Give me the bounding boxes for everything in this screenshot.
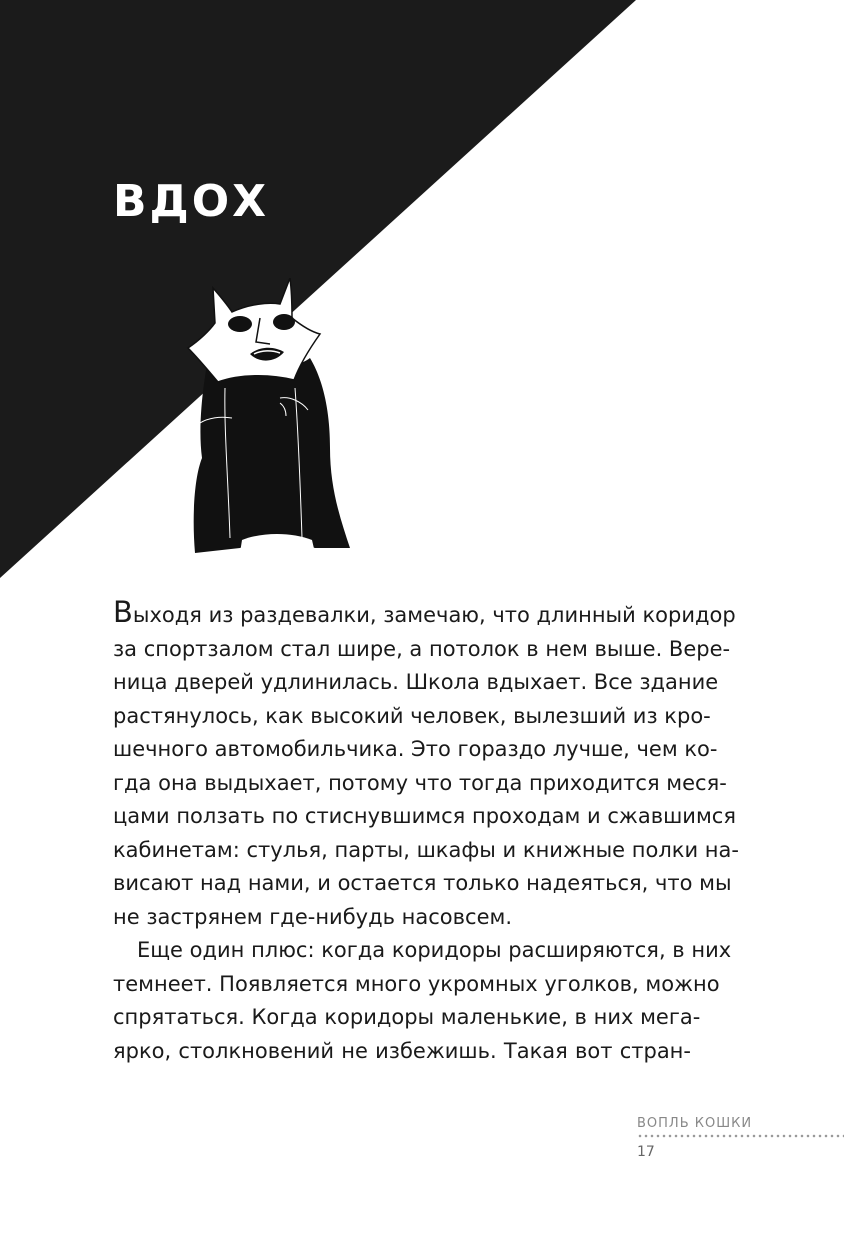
text-line: спрятаться. Когда коридоры маленькие, в них мега- xyxy=(113,1005,701,1029)
text-line: гда она выдыхает, потому что тогда приходится меся- xyxy=(113,770,727,795)
text-line: растянулось, как высокий человек, вылезший из кро- xyxy=(113,703,711,728)
text-line: ярко, столкновений не избежишь. Такая вот стран- xyxy=(113,1038,691,1063)
text-line: за спортзалом стал шире, а потолок в нем выше. Вере- xyxy=(113,636,731,661)
dotted-divider xyxy=(637,1134,844,1138)
text-line: висают над нами, и остается только надеяться, что мы xyxy=(113,871,732,895)
running-footer-title: ВОПЛЬ КОШКИ xyxy=(637,1116,753,1131)
text-line: Еще один плюс: когда коридоры расширяются, в них xyxy=(137,938,732,962)
text-line: кабинетам: стулья, парты, шкафы и книжные полки на- xyxy=(113,837,739,862)
paragraph-initial: В xyxy=(113,595,133,629)
text-line: Выходя из раздевалки, замечаю, что длинный коридор xyxy=(113,595,736,629)
chapter-title: ВДОХ xyxy=(113,176,270,227)
text-line: цами ползать по стиснувшимся проходам и сжавшимся xyxy=(113,804,736,828)
body-text xyxy=(113,595,739,1068)
text-line: не застрянем где-нибудь насовсем. xyxy=(113,904,512,929)
page-number: 17 xyxy=(637,1144,655,1160)
text-line: шечного автомобильчика. Это гораздо лучше, чем ко- xyxy=(113,737,718,761)
cat-mask-girl-illustration xyxy=(180,278,360,563)
text-line: темнеет. Появляется много укромных уголков, можно xyxy=(113,971,720,996)
text-line: ница дверей удлинилась. Школа вдыхает. Все здание xyxy=(113,670,719,694)
